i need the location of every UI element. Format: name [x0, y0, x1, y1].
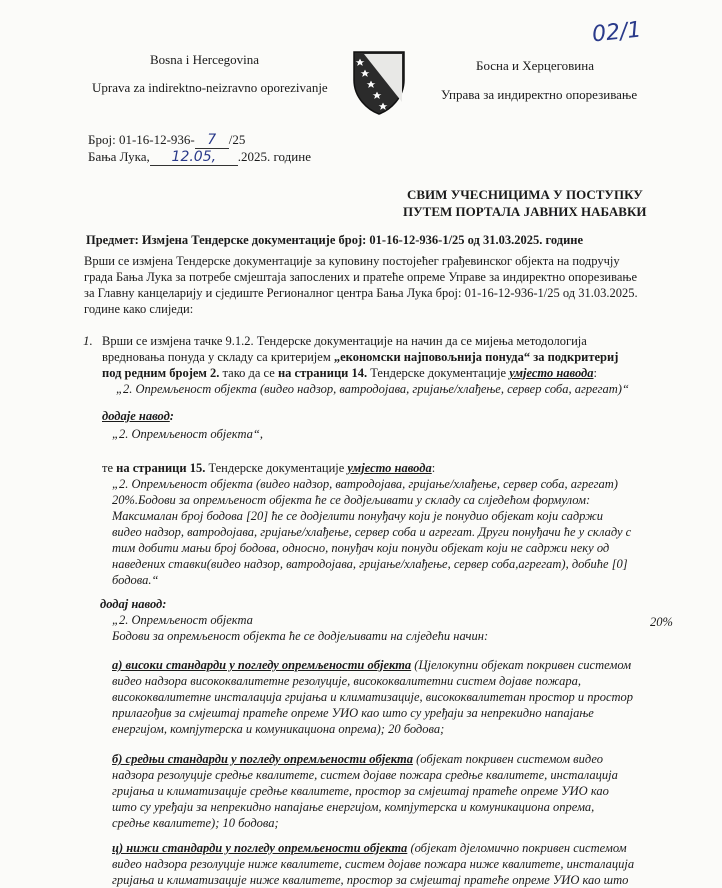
header-left-agency: Uprava za indirektno-neizravno oporezivanje [92, 80, 328, 95]
intro-paragraph: Врши се измјена Тендерске документације за куповину постојећег грађевинског објекта на подручју града Бања Лука за потребе смјештаја запослених и пратеће опреме Управе за индиректно опорезивање за Главну канцеларију и сједиште Регионалног центра Бања Лука број: 01-16-12-936-1/25 од 31.03.2025. године како слиједи: [84, 254, 638, 316]
add-statement-2-label: додај навод: [100, 597, 167, 611]
reference-number [88, 132, 245, 149]
addressee-line-2: ПУТЕМ ПОРТАЛА ЈАВНИХ НАБАВКИ [403, 204, 647, 219]
coat-of-arms-icon [352, 50, 406, 116]
place-suffix: .2025. године [237, 149, 311, 164]
handwritten-date: 12.05, [171, 149, 217, 165]
criteria-high-standard: а) високи стандарди у погледу опремљености објекта (Цјелокупни објекат покривен системом видео надзора висококвалитетне резолуције, висококвалитетни систем дојаве пожара, висококвалитетне инсталација гријања и климатизације, висококвалитетан простор и простор прилагођив за смјештај пратеће опреме УИО као што су уређаји за непрекидно напајање енергијом, компјутерска и комуникациона опрема); 20 бодова; [112, 658, 634, 736]
criteria-low-standard: ц) нижи стандарди у погледу опремљености објекта (објекат дјеломично покривен системом видео надзора резолуције ниже квалитете, систем дојаве пожара ниже квалитете, инсталација гријања и климатизације ниже квалитете, простор за смјештај пратеће опреме УИО као што [112, 841, 635, 887]
handwritten-number: 7 [207, 132, 217, 148]
add-statement-quote: „2. Опремљеност објекта“, [112, 427, 263, 441]
reference-number-suffix: /25 [228, 132, 246, 147]
header-right-country: Босна и Херцеговина [476, 58, 594, 73]
equipment-scoring-intro: Бодови за опремљеност објекта ће се додјељивати на слједећи начин: [112, 629, 489, 643]
addressee-line-1: СВИМ УЧЕСНИЦИМА У ПОСТУПКУ [407, 187, 643, 202]
page-15-old-text: „2. Опремљеност објекта (видео надзор, ватродојава, гријање/хлађење, сервер соба, агрегат) 20%.Бодови за опремљеност објекта ће се додјељивати у складу са слједећом формулом: Максималан број бодова [20] ће се додјелити понуђачу који је понудио објекат који садржи видео надзор, ватродојава, гријање/хлађење, сервер соба и агрегат. Други понуђачи ће у складу с тим добити мањи број бодова, односно, понуђач који понуди објекат који не садржи неку од наведених ставки(видео надзор, ватродојава, гријање/хлађење, сервер соба,агрегат), добиће [0] бодова.“ [112, 477, 632, 587]
subject-line: Предмет: Измјена Тендерске документације број: 01-16-12-936-1/25 од 31.03.2025. године [86, 233, 584, 247]
header-left-country: Bosna i Hercegovina [150, 52, 260, 67]
reference-number-prefix: Број: 01-16-12-936- [88, 132, 195, 147]
place-date [88, 149, 311, 166]
item-number: 1. [83, 333, 93, 348]
equipment-title: „2. Опремљеност објекта [112, 613, 253, 627]
handwritten-note: 02/1 [590, 17, 643, 48]
header-right-agency: Управа за индиректно опорезивање [441, 87, 638, 102]
page-15-heading: те на страници 15. Тендерске документације умјесто навода: [102, 461, 436, 475]
equipment-percent: 20% [650, 615, 673, 629]
place-prefix: Бања Лука, [88, 149, 150, 164]
criteria-medium-standard: б) средњи стандарди у погледу опремљености објекта (објекат покривен системом видео надзора резолуције средње квалитете, систем дојаве пожара средње квалитете, инсталација гријања и климатизације средње квалитете, простор за смјештај пратеће опреме УИО као што су уређаји за непрекидно напајање енергијом, компјутерска и комуникациона опрема, средње квалитете); 10 бодова; [112, 752, 618, 830]
add-statement-label: додаје навод: [102, 409, 174, 423]
item-1-text: Врши се измјена тачке 9.1.2. Тендерске документације на начин да се мијења методологија вредновања понуда у складу са критеријем „економски најповољнија понуда“ за подкритериј под редним бројем 2. тако да се на страници 14. Тендерске документације умјесто навода: „2. Опремљеност објекта (видео надзор, ватродојава, гријање/хлађење, сервер соба, агрегат)“ [102, 334, 629, 396]
